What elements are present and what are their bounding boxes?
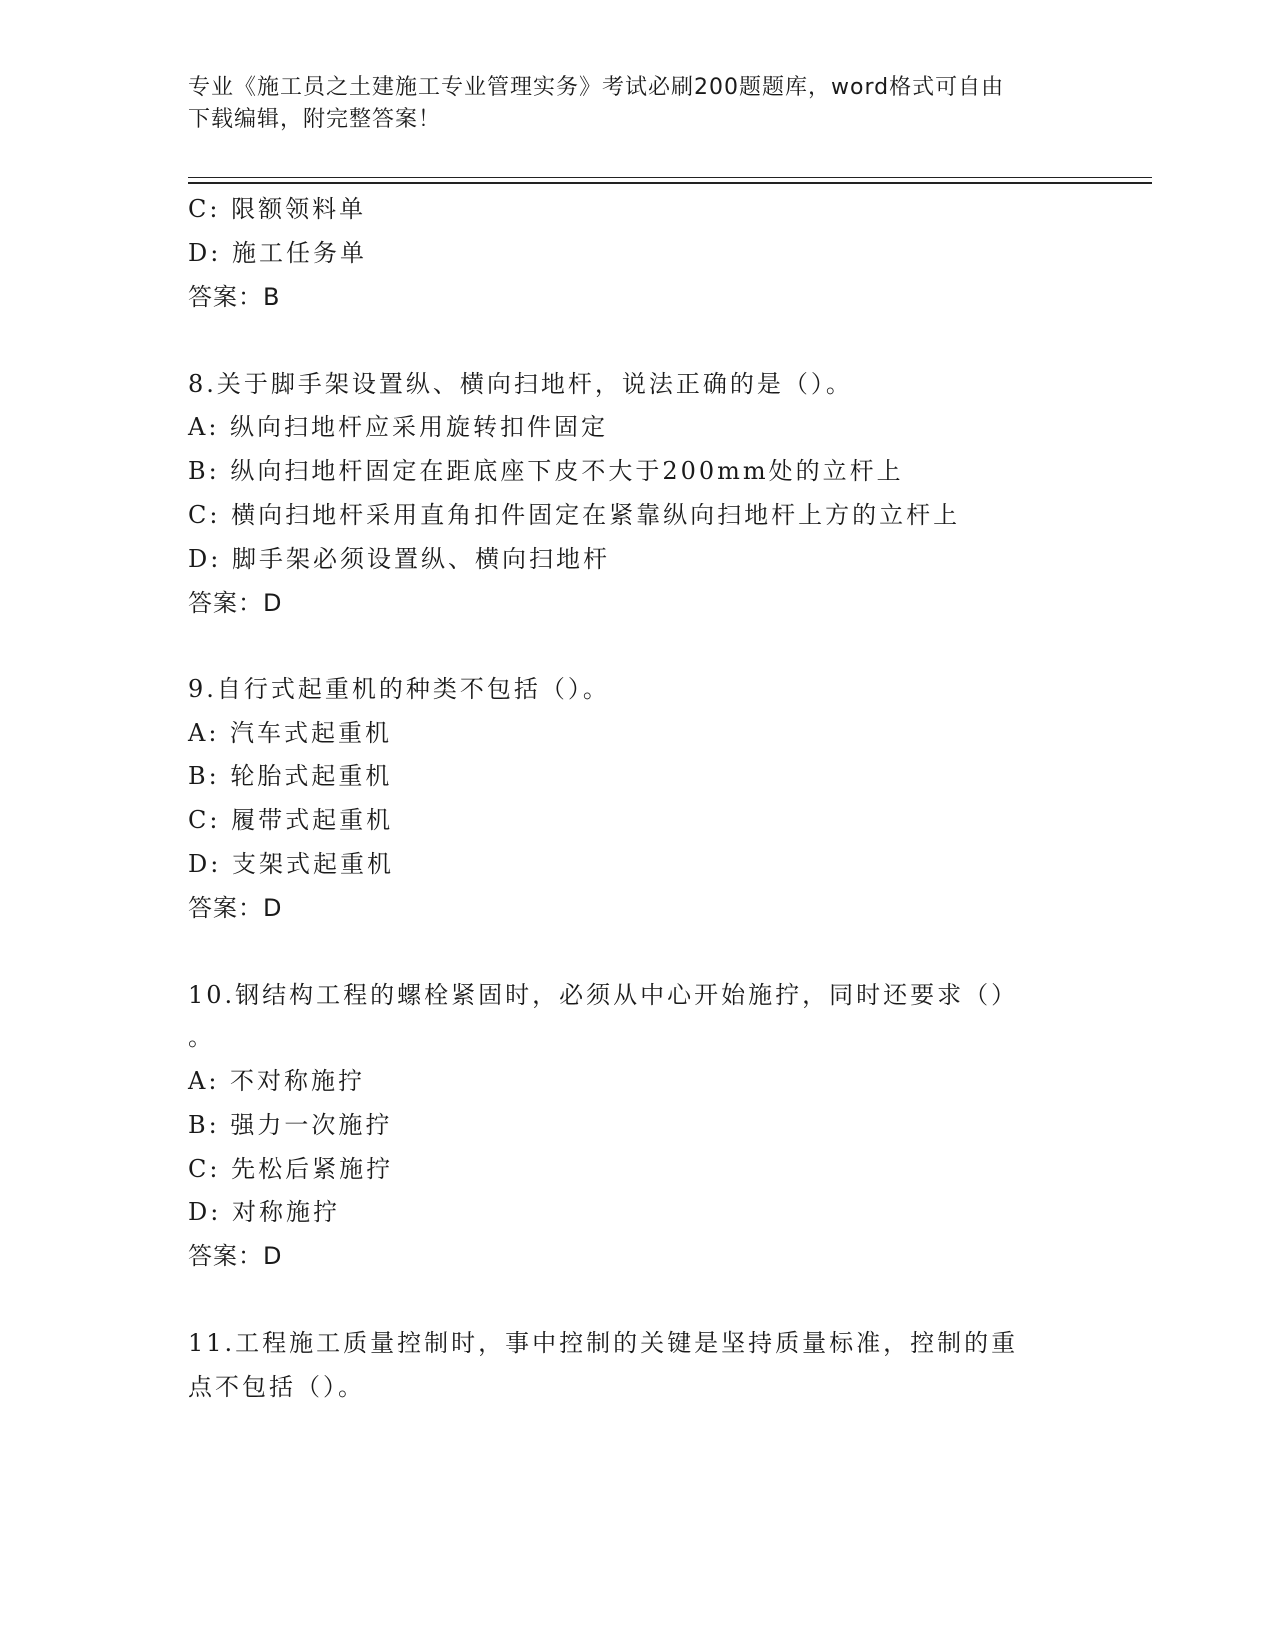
header-line-2: 下载编辑，附完整答案！ xyxy=(188,107,442,132)
option-b: B: 轮胎式起重机 xyxy=(188,762,393,790)
answer-line: 答案：D xyxy=(188,589,283,617)
option-c: C: 限额领料单 xyxy=(188,195,367,223)
option-c: C: 先松后紧施拧 xyxy=(188,1155,394,1183)
option-d: D: 脚手架必须设置纵、横向扫地杆 xyxy=(188,545,610,573)
header-divider-thin xyxy=(188,177,1152,178)
question-stem-continued: 点不包括（）。 xyxy=(188,1373,365,1401)
option-c: C: 横向扫地杆采用直角扣件固定在紧靠纵向扫地杆上方的立杆上 xyxy=(188,501,961,529)
option-c: C: 履带式起重机 xyxy=(188,806,394,834)
option-d: D: 施工任务单 xyxy=(188,239,367,267)
answer-line: 答案：D xyxy=(188,894,283,922)
answer-line: 答案：B xyxy=(188,283,281,311)
question-stem: 9.自行式起重机的种类不包括（）。 xyxy=(188,675,610,703)
question-stem: 11.工程施工质量控制时，事中控制的关键是坚持质量标准，控制的重 xyxy=(188,1329,1019,1357)
option-d: D: 支架式起重机 xyxy=(188,850,394,878)
option-a: A: 不对称施拧 xyxy=(188,1067,366,1095)
header-divider-thick xyxy=(188,182,1152,184)
header-line-1: 专业《施工员之土建施工专业管理实务》考试必刷200题题库，word格式可自由 xyxy=(188,75,1005,100)
question-stem-continued: 。 xyxy=(188,1023,215,1051)
option-b: B: 纵向扫地杆固定在距底座下皮不大于200mm处的立杆上 xyxy=(188,457,904,485)
question-stem: 8.关于脚手架设置纵、横向扫地杆，说法正确的是（）。 xyxy=(188,370,853,398)
answer-line: 答案：D xyxy=(188,1242,283,1270)
option-b: B: 强力一次施拧 xyxy=(188,1111,393,1139)
option-a: A: 汽车式起重机 xyxy=(188,719,393,747)
question-stem: 10.钢结构工程的螺栓紧固时，必须从中心开始施拧，同时还要求（） xyxy=(188,981,1019,1009)
document-header xyxy=(188,72,1068,136)
option-d: D: 对称施拧 xyxy=(188,1198,340,1226)
option-a: A: 纵向扫地杆应采用旋转扣件固定 xyxy=(188,413,609,441)
